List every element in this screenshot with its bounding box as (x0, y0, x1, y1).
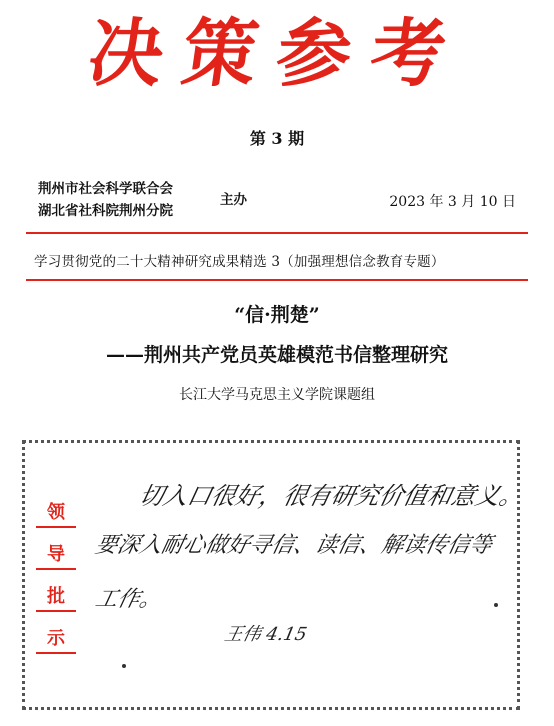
handwritten-line-2: 要深入耐心做好寻信、读信、解读传信等 (92, 533, 495, 558)
publish-date: 2023 年 3 月 10 日 (389, 194, 516, 210)
instruction-label-2 (36, 540, 76, 570)
label-underline (36, 652, 76, 654)
sponsor-role: 主办 (220, 192, 247, 208)
sponsor-list (38, 178, 173, 222)
label-underline (36, 568, 76, 570)
sponsor-1: 荆州市社会科学联合会 (38, 181, 173, 197)
handwritten-line-3: 工作。 (92, 587, 165, 612)
series-divider (26, 279, 528, 281)
sponsor-2: 湖北省社科院荆州分院 (38, 203, 173, 219)
issue-number: 第 3 期 (249, 129, 305, 148)
instruction-label-1 (36, 498, 76, 528)
instruction-label-3 (36, 582, 76, 612)
instruction-char: 领 (47, 502, 65, 523)
ink-dot (494, 603, 498, 607)
series-line: 学习贯彻党的二十大精神研究成果精选 3（加强理想信念教育专题） (34, 254, 445, 270)
label-underline (36, 526, 76, 528)
article-subtitle: ——荆州共产党员英雄模范书信整理研究 (105, 344, 448, 366)
handwritten-line-1: 切入口很好，很有研究价值和意义。 (136, 482, 527, 510)
header-divider (26, 232, 528, 234)
instruction-char: 导 (47, 544, 65, 565)
instruction-char: 示 (47, 628, 65, 649)
ink-dot (122, 664, 126, 668)
article-title: “信·荆楚” (234, 304, 320, 326)
label-underline (36, 610, 76, 612)
article-author: 长江大学马克思主义学院课题组 (179, 387, 375, 403)
instruction-label-4 (36, 624, 76, 654)
handwritten-signature: 王伟 4.15 (222, 624, 309, 645)
instruction-char: 批 (47, 586, 65, 607)
masthead-title: 决策参考 (82, 11, 472, 97)
